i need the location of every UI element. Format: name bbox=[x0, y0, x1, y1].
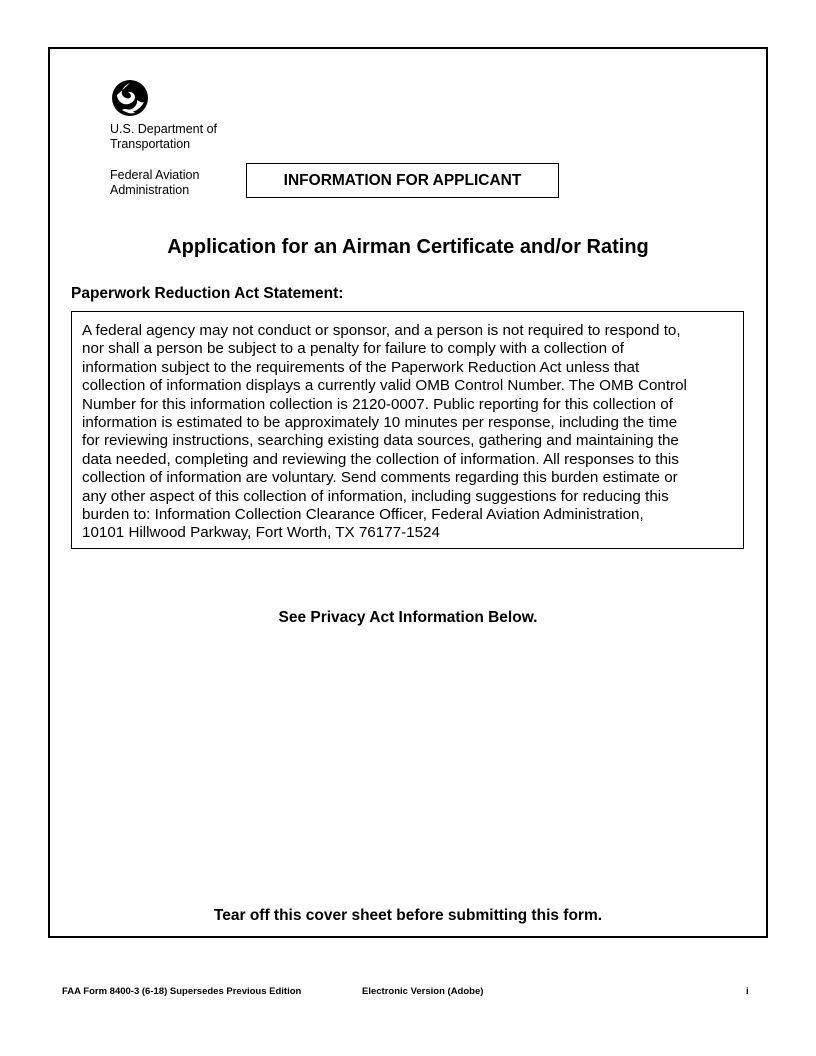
tear-off-note: Tear off this cover sheet before submitting this form. bbox=[213, 907, 603, 924]
info-for-applicant-box bbox=[246, 163, 559, 198]
page-title: Application for an Airman Certificate and/or Rating bbox=[167, 236, 649, 258]
footer-page-number: i bbox=[746, 986, 749, 997]
footer-version: Electronic Version (Adobe) bbox=[362, 986, 484, 997]
pra-heading: Paperwork Reduction Act Statement: bbox=[71, 285, 344, 302]
sub-agency-name: Federal Aviation Administration bbox=[110, 168, 200, 197]
privacy-act-note: See Privacy Act Information Below. bbox=[278, 609, 538, 626]
pra-statement-box: A federal agency may not conduct or sponsor, and a person is not required to respond to, nor shall a person be subject to a penalty for failure to comply with a collection of information subject to the requirements of the Paperwork Reduction Act unless that collection of information displays a currently valid OMB Control Number. The OMB Control Number for this information collection is 2120-0007. Public reporting for this collection of information is estimated to be approximately 10 minutes per response, including the time for reviewing instructions, searching existing data sources, gathering and maintaining the data needed, completing and reviewing the collection of information. All responses to this collection of information are voluntary. Send comments regarding this burden estimate or any other aspect of this collection of information, including suggestions for reducing this burden to: Information Collection Clearance Officer, Federal Aviation Administration, 10101 Hillwood Parkway, Fort Worth, TX 76177-1524 bbox=[71, 311, 744, 549]
footer-form-id: FAA Form 8400-3 (6-18) Supersedes Previous Edition bbox=[62, 986, 302, 997]
agency-name: U.S. Department of Transportation bbox=[110, 122, 217, 151]
dot-logo-icon bbox=[111, 79, 149, 117]
info-for-applicant-label: INFORMATION FOR APPLICANT bbox=[283, 171, 522, 189]
